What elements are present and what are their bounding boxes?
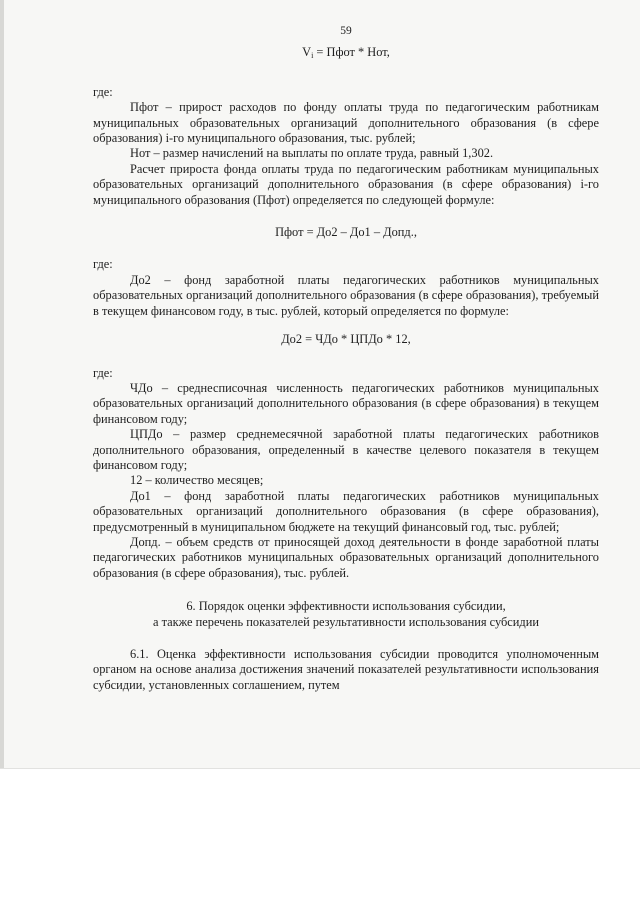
paragraph-calculation: Расчет прироста фонда оплаты труда по педагогическим работникам муниципальных образовательных организаций дополнительного образования (в сфере образования) i-го муниципального образования (Пфот) определяется по следующей формуле:: [93, 161, 599, 207]
formula-vi-rest: = Пфот * Нот,: [313, 45, 390, 60]
formula-vi: [93, 45, 599, 60]
page-number: 59: [340, 25, 352, 37]
where-label-1: где:: [93, 84, 113, 99]
definition-cpdo: ЦПДо – размер среднемесячной заработной платы педагогических работников дополнительного образования, определенный в качестве целевого показателя в текущем финансовом году;: [93, 427, 599, 472]
definition-pfot: Пфот – прирост расходов по фонду оплаты труда по педагогическим работникам муниципальных образовательных организаций дополнительного образования (в сфере образования) i-го муниципального образования, тыс. рублей;: [93, 100, 599, 146]
definition-do2: До2 – фонд заработной платы педагогических работников муниципальных образовательных организаций дополнительного образования (в сфере образования), требуемый в текущем финансовом году, в тыс. рублей, который определяется по формуле:: [93, 272, 599, 318]
where-label-2: где:: [93, 257, 113, 272]
section-heading-line-2: а также перечень показателей результативности использования субсидии: [152, 614, 540, 629]
definition-do1: До1 – фонд заработной платы педагогических работников муниципальных образовательных организаций дополнительного образования (в сфере образования), предусмотренный в муниципальном бюджете на текущий финансовый год, тыс. рублей;: [93, 488, 599, 534]
paragraph-6-1: 6.1. Оценка эффективности использования субсидии проводится уполномоченным органом на основе анализа достижения значений показателей результативности использования субсидии, установленных соглашением, путем: [93, 647, 599, 692]
formula-vi-v: V: [302, 45, 312, 60]
section-heading: [93, 599, 599, 630]
definition-12: 12 – количество месяцев;: [130, 473, 264, 488]
where-label-3: где:: [93, 365, 113, 380]
section-heading-line-1: 6. Порядок оценки эффективности использования субсидии,: [186, 599, 506, 614]
formula-vi-subscript: i: [311, 51, 314, 61]
formula-pfot: Пфот = До2 – До1 – Допд.,: [275, 225, 417, 240]
definition-chdo: ЧДо – среднесписочная численность педагогических работников муниципальных образовательных организаций дополнительного образования (в сфере образования) в текущем финансовом году;: [93, 380, 599, 426]
definition-not: Нот – размер начислений на выплаты по оплате труда, равный 1,302.: [130, 146, 494, 161]
formula-do2: До2 = ЧДо * ЦПДо * 12,: [281, 332, 411, 347]
definition-dopd: Допд. – объем средств от приносящей доход деятельности в фонде заработной платы педагогических работников муниципальных образовательных организаций дополнительного образования (в сфере образования), тыс. рублей.: [93, 534, 599, 580]
document-page: [93, 24, 599, 693]
